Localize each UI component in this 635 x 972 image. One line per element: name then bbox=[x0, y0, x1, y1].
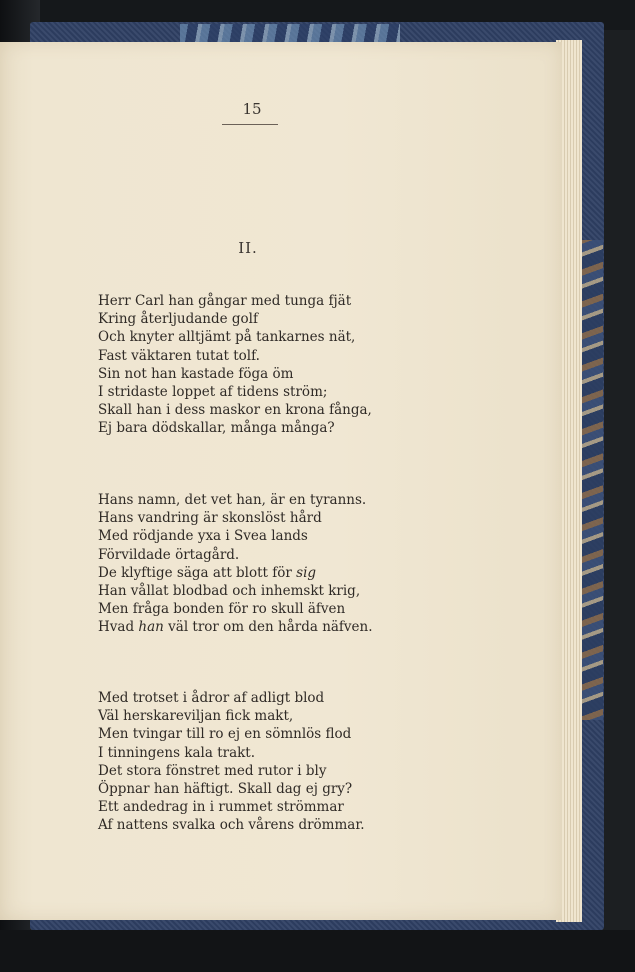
cover-marbled-edge-top bbox=[180, 24, 400, 42]
poem-line bbox=[98, 564, 373, 582]
poem-line: Han vållat blodbad och inhemskt krig, bbox=[98, 583, 361, 600]
poem-line: I stridaste loppet af tidens ström; bbox=[98, 384, 328, 401]
poem-line: Hans namn, det vet han, är en tyranns. bbox=[98, 492, 367, 508]
poem-line: Förvildade örtagård. bbox=[98, 546, 240, 563]
poem-line: Väl herskareviljan fick makt, bbox=[98, 708, 294, 725]
stanza-2 bbox=[98, 491, 373, 637]
poem-line-text: väl tror om den hårda näfven. bbox=[168, 619, 373, 636]
scan-background-bottom bbox=[0, 930, 635, 972]
poem-line: Fast väktaren tutat tolf. bbox=[98, 347, 260, 364]
poem-line: Sin not han kastade föga öm bbox=[98, 365, 294, 382]
poem-line: Af nattens svalka och vårens drömmar. bbox=[98, 817, 365, 834]
poem-line: Med rödjande yxa i Svea lands bbox=[98, 528, 308, 545]
page-number-rule bbox=[222, 124, 278, 125]
poem-line: Men tvingar till ro ej en sömnlös flod bbox=[98, 726, 352, 743]
poem-line: Ej bara dödskallar, många många? bbox=[98, 420, 335, 437]
poem-line: Det stora fönstret med rutor i bly bbox=[98, 762, 327, 779]
poem-line: Skall han i dess maskor en krona fånga, bbox=[98, 402, 372, 419]
poem-line: Men fråga bonden för ro skull äfven bbox=[98, 601, 346, 618]
stanza-3 bbox=[98, 689, 365, 835]
page-number: 15 bbox=[242, 100, 262, 118]
stanza-1 bbox=[98, 292, 372, 438]
poem-line: Herr Carl han gångar med tunga fjät bbox=[98, 293, 352, 309]
italic-word: sig bbox=[296, 564, 317, 581]
poem-line: Och knyter alltjämt på tankarnes nät, bbox=[98, 329, 356, 346]
section-heading: II. bbox=[238, 239, 258, 257]
poem-line: Ett andedrag in i rummet strömmar bbox=[98, 799, 344, 816]
poem-line: Hans vandring är skonslöst hård bbox=[98, 510, 322, 527]
poem-line: Öppnar han häftigt. Skall dag ej gry? bbox=[98, 781, 353, 798]
poem-line: I tinningens kala trakt. bbox=[98, 744, 256, 761]
poem-line: Kring återljudande golf bbox=[98, 311, 258, 328]
italic-word: han bbox=[138, 619, 164, 636]
poem-line-text: Hvad bbox=[98, 619, 135, 636]
poem-line-text: De klyftige säga att blott för bbox=[98, 564, 292, 581]
poem-line: Med trotset i ådror af adligt blod bbox=[98, 690, 325, 706]
poem-line bbox=[98, 618, 373, 636]
book-page bbox=[0, 42, 562, 920]
